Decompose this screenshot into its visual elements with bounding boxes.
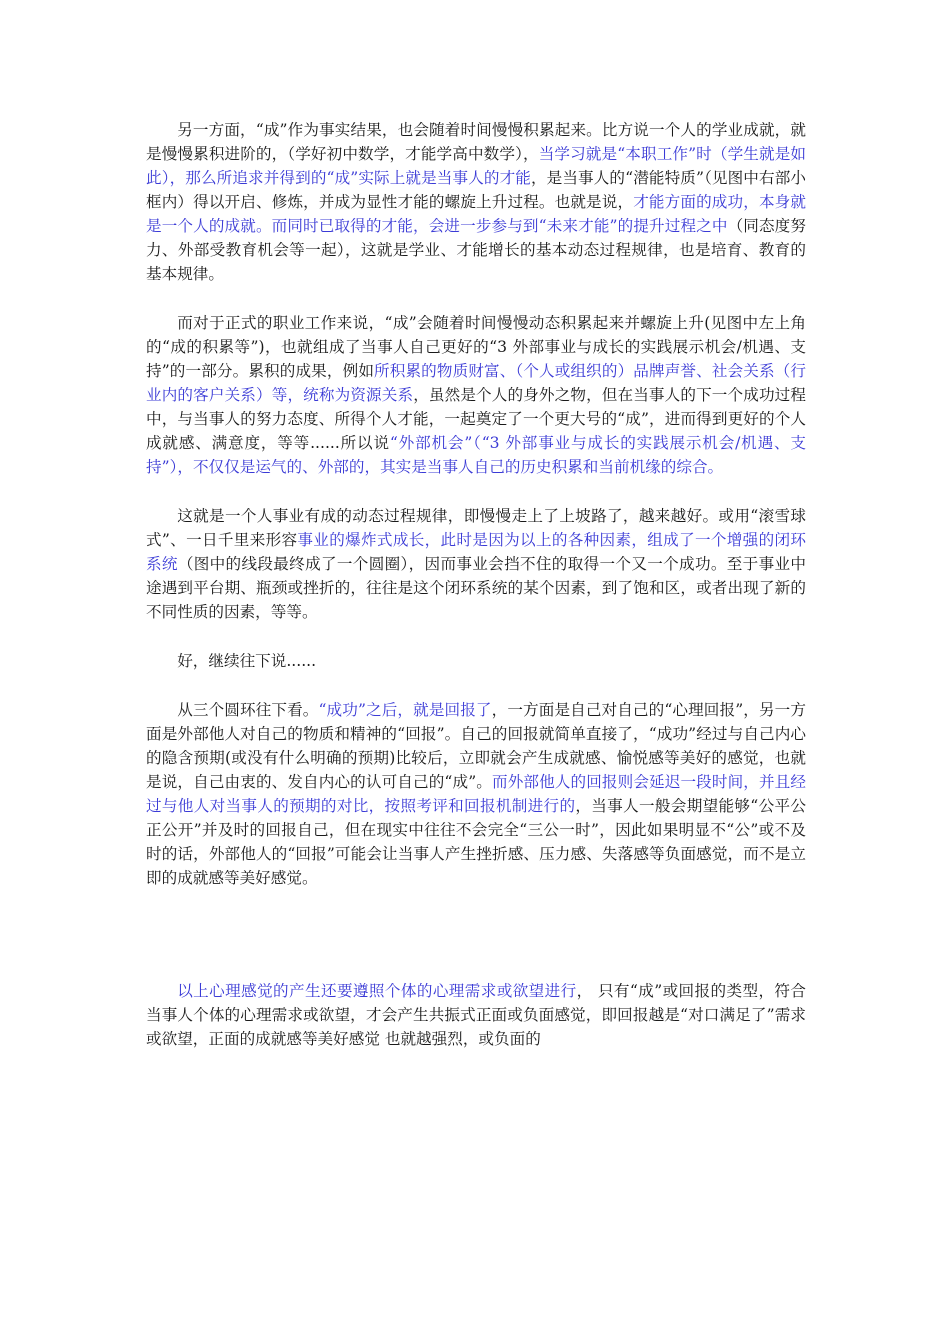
highlighted-text-segment: 当学习就是“本职工作”时（学生就是如此），那么所追求并得到的“成”实际上就是当事人的才能: [146, 145, 806, 187]
paragraph-continue: [146, 649, 806, 673]
paragraph-spacer: [146, 624, 806, 649]
text-segment: 好，继续往下说......: [177, 652, 317, 670]
paragraph-talent-growth: [146, 118, 806, 286]
text-segment: 另一方面，“成”作为事实结果，也会随着时间慢慢积累起来。比方说一个人的学业成就，就是慢慢累积进阶的，（学好初中数学，才能学高中数学），: [146, 121, 806, 163]
paragraph-rewards: [146, 698, 806, 890]
paragraph-spacer: [146, 286, 806, 311]
text-segment: ，是当事人的“潜能特质”（见图中右部小框内）得以开启、修炼，并成为显性才能的螺旋上升过程。也就是说，: [146, 169, 806, 211]
paragraph-dynamic-process: [146, 504, 806, 624]
text-segment: ， 只有“成”或回报的类型，符合当事人个体的心理需求或欲望，才会产生共振式正面或负面感觉，即回报越是“对口满足了”需求或欲望，正面的成就感等美好感觉 也就越强烈，或负面的: [146, 982, 806, 1048]
highlighted-text-segment: 才能方面的成功，本身就是一个人的成就。而同时已取得的才能，会进一步参与到“未来才能”的提升过程之中: [146, 193, 806, 235]
highlighted-text-segment: “外部机会”（“3 外部事业与成长的实践展示机会/机遇、支持”），不仅仅是运气的、外部的，其实是当事人自己的历史积累和当前机缘的综合。: [146, 434, 807, 476]
paragraph-spacer: [146, 479, 806, 504]
text-segment: ，一方面是自己对自己的“心理回报”，另一方面是外部他人对自己的物质和精神的“回报”。自己的回报就简单直接了，“成功”经过与自己内心的隐含预期(或没有什么明确的预期)比较后，立即就会产生成就感、愉悦感等美好的感觉，也就是说，自己由衷的、发自内心的认可自己的“成”。: [146, 701, 806, 791]
text-segment: （图中的线段最终成了一个圆圈），因而事业会挡不住的取得一个又一个成功。至于事业中途遇到平台期、瓶颈或挫折的，往往是这个闭环系统的某个因素，到了饱和区，或者出现了新的不同性质的因素，等等。: [146, 555, 806, 621]
highlighted-text-segment: 所积累的物质财富、（个人或组织的）品牌声誉、社会关系（行业内的客户关系）等，统称为资源关系: [146, 362, 806, 404]
text-segment: ，当事人一般会期望能够“公平公正公开”并及时的回报自己，但在现实中往往不会完全“三公一时”，因此如果明显不“公”或不及时的话，外部他人的“回报”可能会让当事人产生挫折感、压力感、失落感等负面感觉，而不是立即的成就感等美好感觉。: [146, 797, 806, 887]
text-segment: 从三个圆环往下看。: [177, 701, 319, 719]
document-body: [146, 118, 806, 1051]
paragraph-spacer: [146, 673, 806, 698]
highlighted-text-segment: “成功”之后，就是回报了: [318, 701, 492, 719]
highlighted-text-segment: 而外部他人的回报则会延迟一段时间，并且经过与他人对当事人的预期的对比，按照考评和回报机制进行的: [146, 773, 806, 815]
paragraph-spacer: [146, 890, 806, 979]
text-segment: ，虽然是个人的身外之物，但在当事人的下一个成功过程中，与当事人的努力态度、所得个人才能，一起奠定了一个更大号的“成”，进而得到更好的个人成就感、满意度，等等......所以说: [146, 386, 806, 452]
highlighted-text-segment: 事业的爆炸式成长，此时是因为以上的各种因素，组成了一个增强的闭环系统: [146, 531, 806, 573]
text-segment: （同态度努力、外部受教育机会等一起），这就是学业、才能增长的基本动态过程规律，也是培育、教育的基本规律。: [146, 217, 806, 283]
paragraph-psychological-needs: [146, 979, 806, 1051]
text-segment: 这就是一个人事业有成的动态过程规律，即慢慢走上了上坡路了，越来越好。或用“滚雪球式”、一日千里来形容: [146, 507, 806, 549]
text-segment: 而对于正式的职业工作来说，“成”会随着时间慢慢动态积累起来并螺旋上升(见图中左上角的“成的积累等”)，也就组成了当事人自己更好的“3 外部事业与成长的实践展示机会/机遇、支持”的一部分。累积的成果，例如: [146, 314, 806, 380]
paragraph-career-accumulation: [146, 311, 806, 479]
highlighted-text-segment: 以上心理感觉的产生还要遵照个体的心理需求或欲望进行: [177, 982, 577, 1000]
